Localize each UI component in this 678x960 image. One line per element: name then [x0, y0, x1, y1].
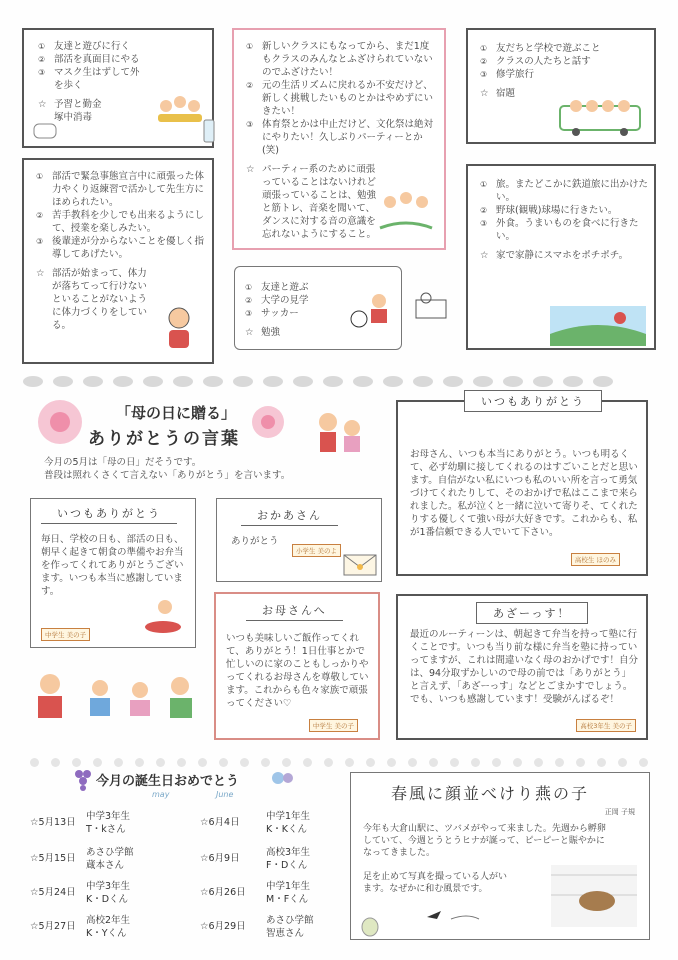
birthday-entry [200, 914, 350, 942]
goal-star [245, 326, 345, 339]
goal-item: ③ 後輩達が分からないことを優しく指導してあげたい。 [36, 235, 206, 261]
goal-star-line: ☆ パーティー系のために頑張っていることはないけれど頑張っていることは、勉強と筋トレ、音楽を聞いて、ダンスに対する音の意識を忘れないようにすること。 [262, 164, 377, 240]
birthday-date: ☆6月26日 [200, 887, 246, 898]
acorn-decoration-icon [359, 911, 381, 937]
birthday-person [86, 914, 130, 940]
birthday-grade: あさひ学館 [86, 847, 134, 858]
message-body: 最近のルーティーンは、朝起きて弁当を持って塾に行くことです。いつも当り前な様に弁当を塾に持っていってますが、これは間違いなく母のおかげです！自分は、94分取ずかしいので母の前では「ありがとう」と言えず、「あざーっす」などとごまかすでしょう。でも、いつも感謝しています！受験がんばるぞ！ [410, 629, 639, 705]
birthday-grade: 中学3年生 [86, 881, 131, 892]
goal-item: ① 部活で緊急事態宣言中に頑張った体力やくり返練習で活かして先生方にほめられたい。 [36, 170, 206, 209]
birthday-person [86, 846, 134, 872]
goal-box-3 [232, 28, 446, 250]
flower-decoration-icon [248, 402, 288, 442]
message-title: あざーっす！ [476, 602, 588, 624]
family-illustration [30, 668, 200, 724]
birthday-grade: 中学1年生 [266, 811, 311, 822]
birthday-name: K・Dくん [86, 894, 129, 905]
message-signature: 高校生 ほのみ [571, 553, 620, 566]
goal-star [480, 249, 650, 262]
goal-item: ③ 体育祭とかは中止だけど、文化祭は絶対にやりたい！久しぶりパーティーとか(笑) [246, 118, 438, 157]
goal-star-line: ☆ 宿題 [496, 88, 516, 99]
birthday-person [86, 810, 130, 836]
birthday-grade: あさひ学館 [266, 915, 314, 926]
goal-star [36, 267, 152, 332]
mask-and-sanitizer-icon [28, 116, 218, 148]
birthday-entry [200, 846, 350, 874]
message-body: 毎日、学校の日も、部活の日も、朝早く起きて朝食の準備やお弁当を作ってくれてありがとうございます。いつも本当に感謝しています。 [41, 534, 184, 597]
goal-box-1-content [38, 40, 148, 124]
goal-star-line: ☆ 部活が始まって、体力が落ちてって行けないといることがないように体力づくりをしている。 [52, 268, 148, 331]
birthday-date: ☆6月29日 [200, 921, 246, 932]
birthday-sub-may: may [152, 790, 170, 799]
haiku-title: 春風に顔並べけり燕の子 [391, 784, 590, 803]
goal-star [246, 163, 382, 241]
message-box-1 [396, 395, 648, 576]
goal-box-4-content [245, 281, 345, 339]
haiku-author: 正岡 子規 [604, 808, 635, 816]
birthday-entry [30, 846, 180, 874]
mothers-day-intro [44, 456, 290, 482]
birthday-name: K・Yくん [86, 928, 127, 939]
birthday-entry [30, 914, 180, 942]
message-signature: 小学生 美のよ [292, 544, 341, 557]
swallow-bird-icon [423, 903, 483, 929]
birthday-name: M・Fくん [266, 894, 309, 905]
message-box-3 [216, 498, 382, 582]
birthday-name: 蔵本さん [86, 860, 125, 871]
birthday-grade: 高校3年生 [266, 847, 311, 858]
birthday-person [266, 846, 310, 872]
goal-item: ① 新しいクラスにもなってから、まだ1度もクラスのみんなとふざけられていないのでふざけたい！ [246, 40, 438, 79]
baseball-stadium-illustration [550, 306, 646, 346]
bubble-divider [18, 372, 660, 386]
goal-box-4 [234, 266, 402, 350]
message-signature: 高校3年生 美の子 [576, 719, 636, 732]
intro-line: 今月の5月は「母の日」だそうです。 [44, 457, 202, 468]
birthday-name: K・Kくん [266, 824, 307, 835]
birthday-grade: 中学1年生 [266, 881, 311, 892]
dot-divider [24, 752, 654, 760]
haiku-body-2: 足を止めて写真を撮っている人がいます。なぜかに和む風景です。 [363, 872, 508, 894]
goal-box-6-content [480, 178, 650, 262]
birthday-date: ☆5月27日 [30, 921, 76, 932]
cooking-mother-illustration [139, 595, 189, 635]
message-signature: 中学生 美の子 [309, 719, 358, 732]
message-box-2 [30, 498, 196, 648]
birthday-date: ☆6月9日 [200, 853, 240, 864]
goal-star-line: ☆ 家で家静にスマホをポチポチ。 [496, 250, 629, 261]
birthday-entry [200, 880, 350, 908]
birthday-entry [200, 810, 350, 838]
birthday-person [86, 880, 130, 906]
goal-item: ② 部活を真面目にやる [38, 53, 148, 66]
goal-item: ③ マスク生はずして外を歩く [38, 66, 148, 92]
message-body: ありがとう [231, 536, 279, 547]
goal-box-5 [466, 28, 656, 144]
goal-item: ① 友達と遊びに行く [38, 40, 148, 53]
goal-item: ② 元の生活リズムに戻れるか不安だけど、新しく挑戦したいものとかはやめずにいきたい！ [246, 79, 438, 118]
message-box-5 [396, 594, 648, 740]
birthday-date: ☆5月13日 [30, 817, 76, 828]
stretching-kid-illustration [154, 300, 204, 352]
goal-item: ① 友達と遊ぶ [245, 281, 345, 294]
goal-star-line: 塚中消毒 [54, 112, 93, 123]
birthday-date: ☆5月24日 [30, 887, 76, 898]
haiku-body-1: 今年も大倉山駅に、ツバメがやって来ました。先週から孵卵していて、今週とうとうヒナが誕って、ピーピーと賑やかになってきました。 [363, 824, 606, 858]
flower-icon [270, 768, 294, 788]
birthday-title: 今月の誕生日おめでとう [96, 774, 240, 789]
flower-decoration-icon [30, 392, 90, 452]
message-signature: 中学生 美の子 [41, 628, 90, 641]
birthday-grade: 高校2年生 [86, 915, 131, 926]
birthday-person [266, 880, 310, 906]
birthday-date: ☆6月4日 [200, 817, 240, 828]
school-bus-illustration [556, 92, 646, 138]
haiku-box [350, 772, 650, 940]
message-title: お母さんへ [246, 600, 343, 621]
goal-star-line: ☆ 予習と勤金 [54, 99, 102, 110]
birthday-entry [30, 810, 180, 838]
goal-star-line: ☆ 勉強 [261, 327, 281, 338]
message-title: いつもありがとう [464, 390, 602, 412]
birthday-sub-june: June [216, 790, 234, 799]
birthday-name: F・Dくん [266, 860, 308, 871]
goal-item: ③ 修学旅行 [480, 68, 650, 81]
goal-item: ② クラスの人たちと話す [480, 55, 650, 68]
studying-figure-icon [412, 290, 452, 324]
goal-item: ① 友だちと学校で遊ぶこと [480, 42, 650, 55]
message-title: おかあさん [241, 505, 338, 526]
birthday-entry [30, 880, 180, 908]
message-body: いつも美味しいご飯作ってくれて、ありがとう！1日仕事とかで忙しいのに家のこともしっかりやってくれるお母さんを尊敬しています。これからも色々家族で頑張ってください♡ [226, 633, 369, 709]
envelope-icon [343, 553, 377, 577]
birthday-person [266, 810, 310, 836]
swallow-nest-photo [551, 865, 637, 927]
goal-item: ③ 外食。うまいものを食べに行きたい。 [480, 217, 650, 243]
mothers-day-title-1: 「母の日に贈る」 [116, 404, 237, 422]
goal-item: ② 大学の見学 [245, 294, 345, 307]
intro-line: 普段は照れくさくて言えない「ありがとう」を言います。 [44, 470, 291, 481]
message-title: いつもありがとう [41, 503, 177, 524]
soccer-kid-illustration [345, 287, 395, 335]
goal-item: ② 苦手教科を少しでも出来るようにして、授業を楽しみたい。 [36, 209, 206, 235]
goal-item: ③ サッカー [245, 307, 345, 320]
birthday-person [266, 914, 314, 940]
message-box-4 [214, 592, 380, 740]
grapes-icon [72, 764, 94, 792]
birthday-name: T・kさん [86, 824, 126, 835]
goal-box-6 [466, 164, 656, 350]
mother-and-child-illustration [312, 408, 368, 456]
dancing-kids-illustration [376, 188, 436, 238]
goal-item: ① 旅。またどこかに鉄道旅に出かけたい。 [480, 178, 650, 204]
mothers-day-title-2: ありがとうの言葉 [88, 429, 240, 449]
message-body: お母さん、いつも本当にありがとう。いつも明るくて、必ず幼馴に接してくれるのはすごいことだと思います。自信がない私にいつも私のいい所を言って勇気づけてくれたりして、そのおかげで私はここまで来られました。私が泣くと一緒に泣いて寄りそ、てくれたりする優しくて強い母が大好きです。これからも、私が1番信頼できる人でいて下さい。 [410, 449, 638, 538]
birthday-name: 智恵さん [266, 928, 305, 939]
birthday-date: ☆5月15日 [30, 853, 76, 864]
goal-item: ② 野球(観戦)球場に行きたい。 [480, 204, 650, 217]
goal-box-1 [22, 28, 214, 148]
birthday-grade: 中学3年生 [86, 811, 131, 822]
goal-box-2 [22, 158, 214, 364]
